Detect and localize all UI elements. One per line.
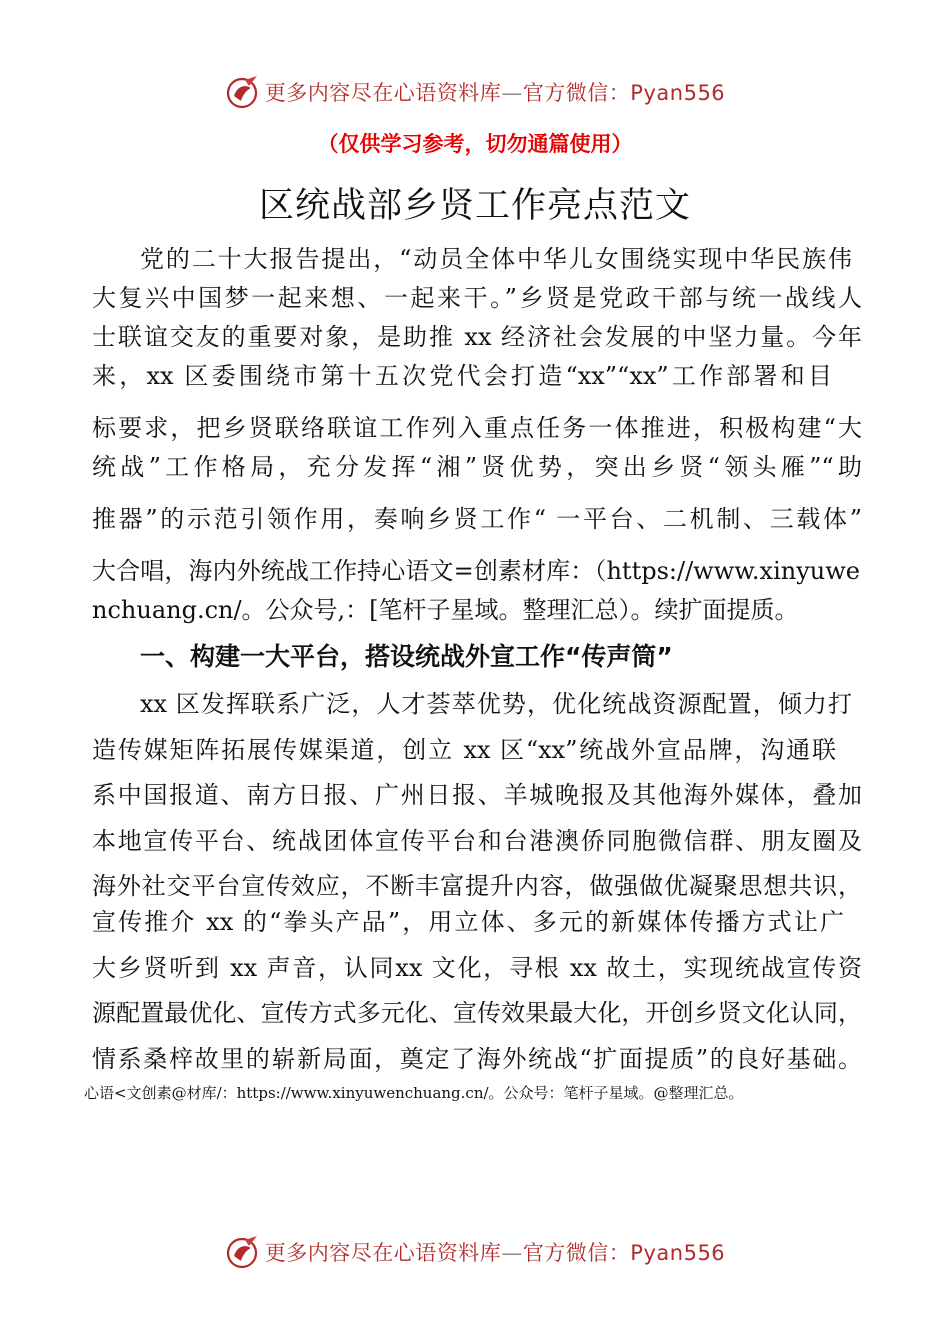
banner-text [265,77,725,107]
paragraph1-line: 党的二十大报告提出，“动员全体中华儿女围绕实现中华民族伟 [140,245,852,273]
paragraph1-line: 统战”工作格局，充分发挥“湘”贤优势，突出乡贤“领头雁”“助 [92,453,862,481]
paragraph1-line: 大复兴中国梦一起来想、一起来干。”乡贤是党政干部与统一战线人 [92,284,862,312]
paragraph2-line: 大乡贤听到 xx 声音，认同xx 文化，寻根 xx 故土，实现统战宣传资 [92,954,862,982]
paragraph1-line: 大合唱，海内外统战工作持心语文=创素材库：（https://www.xinyuwe [92,557,860,585]
banner-text-main: 更多内容尽在心语资料库 [264,81,502,105]
paragraph2-line: xx 区发挥联系广泛，人才荟萃优势，优化统战资源配置，倾力打 [140,690,852,718]
banner-dash: — [501,81,523,105]
paragraph1-line: 来，xx 区委围绕市第十五次党代会打造“xx”“xx”工作部署和目 [92,362,832,390]
pen-logo-icon [225,74,261,110]
section-heading: 一、构建一大平台，搭设统战外宣工作“传声筒” [140,642,673,671]
paragraph2-line: 本地宣传平台、统战团体宣传平台和台港澳侨同胞微信群、朋友圈及 [92,827,862,855]
banner-account: 官方微信：Pyan556 [522,1241,726,1265]
paragraph2-line: 造传媒矩阵拓展传媒渠道，创立 xx 区“xx”统战外宣品牌，沟通联 [92,736,836,764]
paragraph2-line: 源配置最优化、宣传方式多元化、宣传效果最大化，开创乡贤文化认同， [92,999,862,1027]
banner-account: 官方微信：Pyan556 [522,81,726,105]
paragraph2-line: 情系桑梓故里的崭新局面，奠定了海外统战“扩面提质”的良好基础。 [92,1045,862,1073]
paragraph2-line: 系中国报道、南方日报、广州日报、羊城晚报及其他海外媒体，叠加 [92,781,862,809]
banner-text-main: 更多内容尽在心语资料库 [264,1241,502,1265]
footer-banner [0,1232,950,1272]
pen-logo-icon [225,1234,261,1270]
paragraph2-line: 宣传推介 xx 的“拳头产品”，用立体、多元的新媒体传播方式让广 [92,908,844,936]
paragraph1-line: 推器”的示范引领作用，奏响乡贤工作“ 一平台、二机制、三载体” [92,505,862,533]
usage-notice: （仅供学习参考，切勿通篇使用） [317,132,633,156]
source-note: 心语<文创素@材库/：https://www.xinyuwenchuang.cn/。公众号：笔杆子星域。@整理汇总。 [84,1084,744,1102]
banner-text [265,1237,725,1267]
document-title: 区统战部乡贤工作亮点范文 [258,186,691,226]
paragraph2-line: 海外社交平台宣传效应，不断丰富提升内容，做强做优凝聚思想共识， [92,872,862,900]
paragraph1-line: nchuang.cn/。公众号,：[笔杆子星域。整理汇总）。续扩面提质。 [92,596,799,624]
paragraph1-line: 标要求，把乡贤联络联谊工作列入重点任务一体推进，积极构建“大 [92,414,862,442]
header-banner [0,72,950,112]
paragraph1-line: 士联谊交友的重要对象，是助推 xx 经济社会发展的中坚力量。今年 [92,323,862,351]
banner-dash: — [501,1241,523,1265]
